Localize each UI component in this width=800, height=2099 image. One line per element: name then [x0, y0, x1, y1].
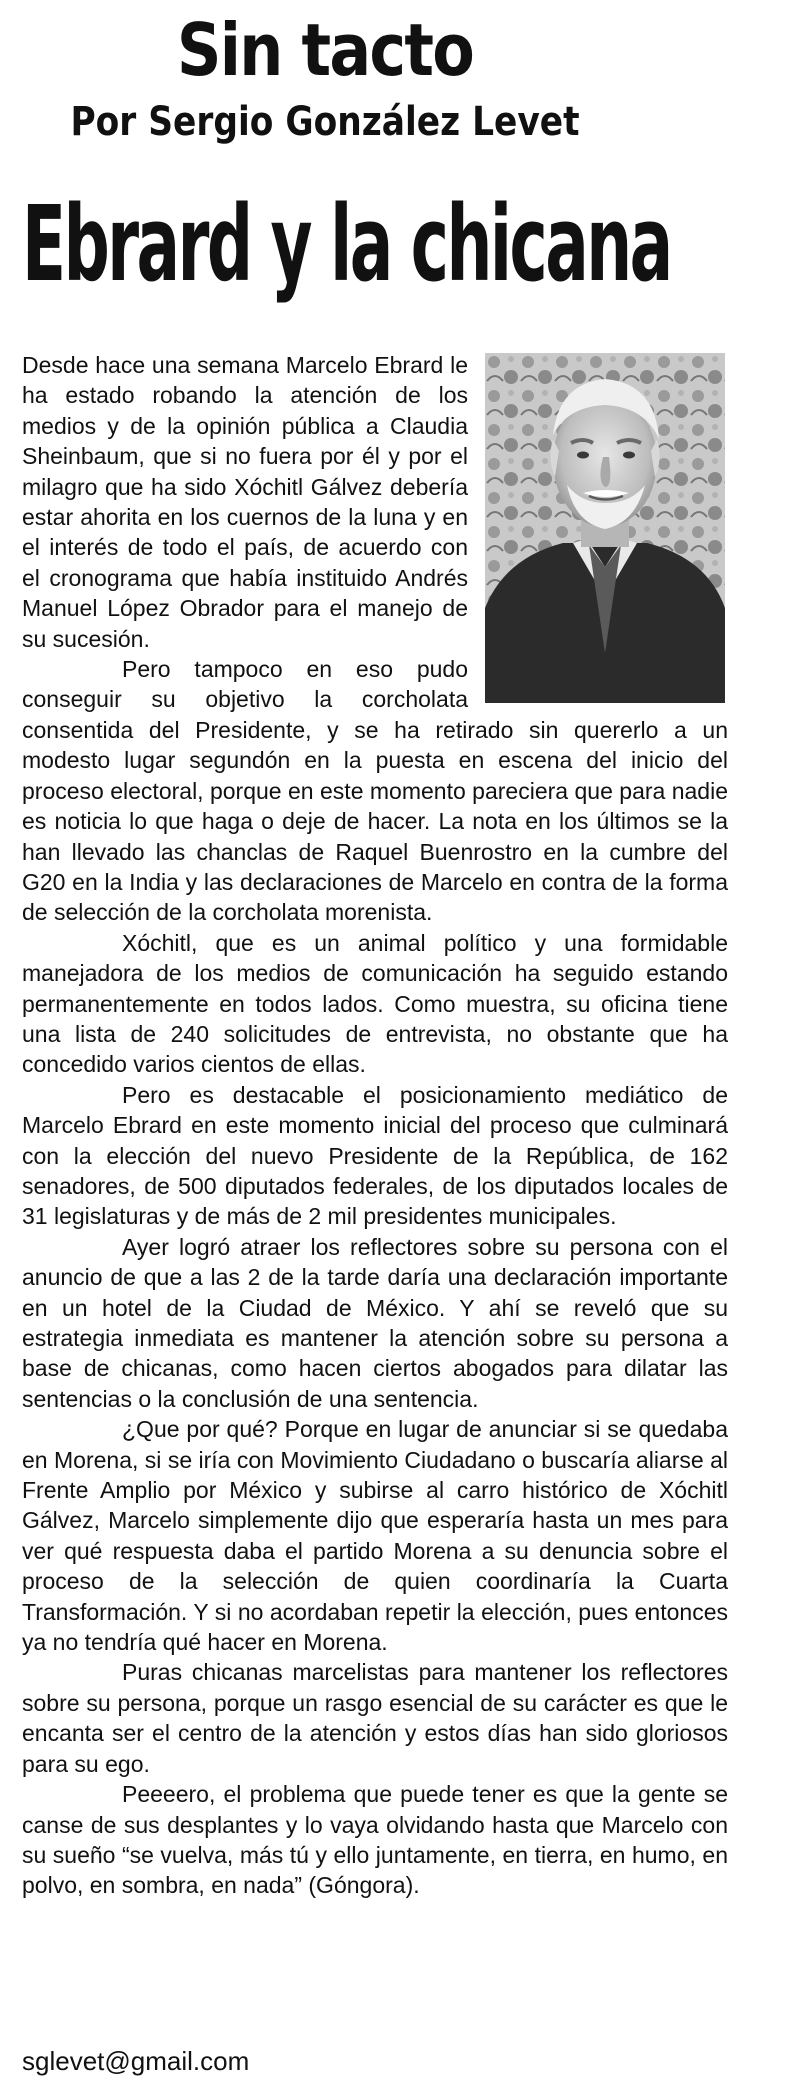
author-byline: Por Sergio González Levet: [70, 99, 580, 145]
article-body: [22, 350, 728, 1901]
column-header: [20, 0, 630, 150]
paragraph-5: Ayer logró atraer los reflectores sobre su persona con el anuncio de que a las 2 de la tarde daría una declaración importante en un hotel de la Ciudad de México. Y ahí se reveló que su estrategia inmediata es mantener la atención sobre su persona a base de chicanas, como hacen ciertos abogados para dilatar las sentencias o la conclusión de una sentencia.: [22, 1233, 728, 1412]
paragraph-1: Desde hace una semana Marcelo Ebrard le ha estado robando la atención de los medios y de la opinión pública a Claudia Sheinbaum, que si no fuera por él y por el milagro que ha sido Xóchitl Gálvez debería estar ahorita en los cuernos de la luna y en el interés de todo el país, de acuerdo con el cronograma que había instituido Andrés Manuel López Obrador para el manejo de su sucesión.: [22, 352, 468, 652]
paragraph-8: Peeeero, el problema que puede tener es que la gente se canse de sus desplantes y lo vaya olvidando hasta que Marcelo con su sueño “se vuelva, más tú y ello juntamente, en tierra, en humo, en polvo, en sombra, en nada” (Góngora).: [22, 1781, 728, 1899]
paragraph-6: ¿Que por qué? Porque en lugar de anunciar si se quedaba en Morena, si se iría con Movimiento Ciudadano o buscaría aliarse al Frente Amplio por México y subirse al carro histórico de Xóchitl Gálvez, Marcelo simplemente dijo que esperaría hasta un mes para ver qué respuesta daba el partido Morena a su denuncia sobre el proceso de la selección de quien coordinaría la Cuarta Transformación. Y si no acordaban repetir la elección, pues entonces ya no tendría qué hacer en Morena.: [22, 1416, 728, 1656]
photo-text-wrap: [468, 350, 728, 703]
paragraph-7: Puras chicanas marcelistas para mantener los reflectores sobre su persona, porque un rasgo esencial de su carácter es que le encanta ser el centro de la atención y estos días han sido gloriosos para su ego.: [22, 1659, 728, 1777]
paragraph-4: Pero es destacable el posicionamiento mediático de Marcelo Ebrard en este momento inicial del proceso que culminará con la elección del nuevo Presidente de la República, de 162 senadores, de 500 diputados federales, de los diputados locales de 31 legislaturas y de más de 2 mil presidentes municipales.: [22, 1081, 728, 1230]
article-headline: Ebrard y la chicana: [22, 183, 671, 305]
paragraph-3: Xóchitl, que es un animal político y una formidable manejadora de los medios de comunicación ha seguido estando permanentemente en todos lados. Como muestra, su oficina tiene una lista de 240 solicitudes de entrevista, no obstante que ha concedido varios cientos de ellas.: [22, 929, 728, 1078]
author-email: sglevet@gmail.com: [22, 2046, 250, 2076]
paragraph-2: Pero tampoco en eso pudo conseguir su objetivo la corcholata consentida del Presidente, y se ha retirado sin quererlo a un modesto lugar segundón en la puesta en escena del inicio del proceso electoral, porque en este momento pareciera que para nadie es noticia lo que haga o deje de hacer. La nota en los últimos se la han llevado las chanclas de Raquel Buenrostro en la cumbre del G20 en la India y las declaraciones de Marcelo en contra de la forma de selección de la corcholata morenista.: [22, 656, 728, 926]
column-title: Sin tacto: [176, 8, 474, 92]
